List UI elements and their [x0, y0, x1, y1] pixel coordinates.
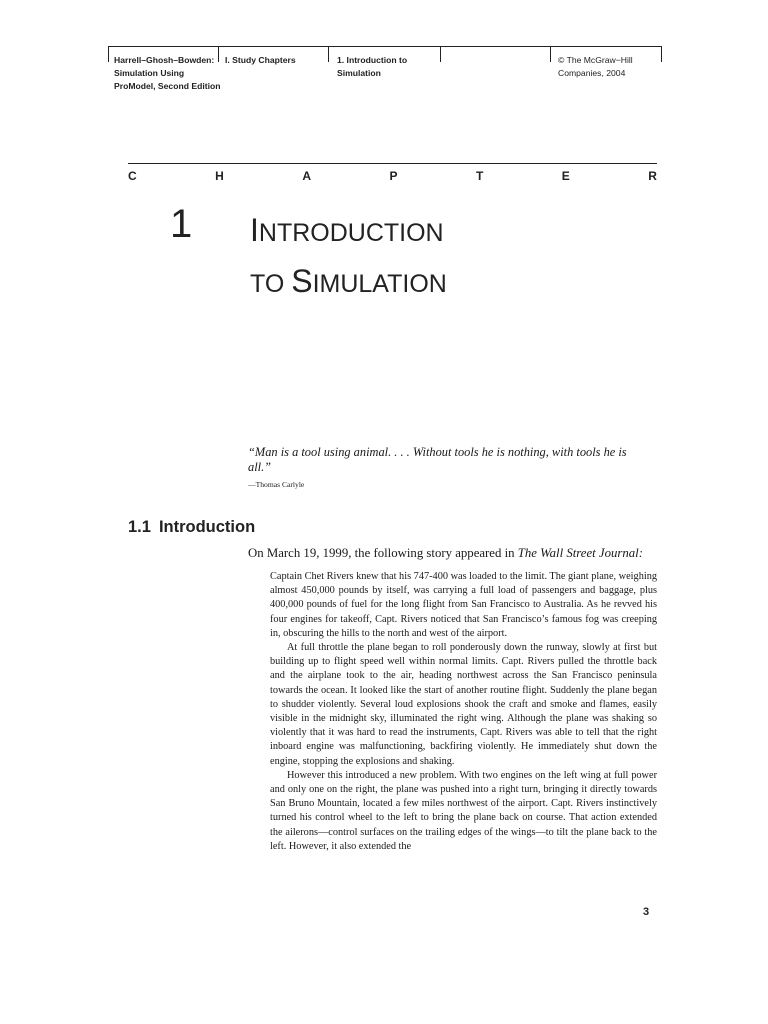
epigraph	[248, 445, 638, 489]
section-title: Introduction	[158, 518, 256, 536]
chapter-label-letter: T	[475, 169, 484, 183]
chapter-label	[128, 169, 657, 183]
header-copyright	[558, 54, 633, 80]
header-copyright-line: Companies, 2004	[558, 67, 626, 78]
epigraph-author: —Thomas Carlyle	[248, 480, 305, 489]
story-paragraph: Captain Chet Rivers knew that his 747-400 was loaded to the limit. The giant plane, weighing almost 450,000 pounds by itself, was carrying a full load of passengers and baggage, plus 400,000 pounds of fuel for the long flight from San Francisco to Australia. As he revved his four engines for takeoff, Capt. Rivers noticed that San Francisco’s famous fog was creeping in, obscuring the hills to the north and west of the airport.	[270, 571, 657, 639]
title-initial: I	[250, 212, 259, 248]
chapter-label-letter: C	[128, 169, 137, 183]
chapter-title-line-1	[250, 208, 447, 259]
header-book-line: ProModel, Second Edition	[114, 80, 221, 91]
page-number: 3	[643, 906, 650, 918]
chapter-number: 1	[170, 202, 193, 246]
header-chapter-line: Simulation	[337, 67, 381, 78]
header-chapter-line: 1. Introduction to	[337, 55, 408, 65]
chapter-label-letter: R	[648, 169, 657, 183]
intro-text: On March 19, 1999, the following story appeared in	[248, 546, 518, 560]
section-number: 1.1	[128, 518, 151, 536]
title-rest: IMULATION	[312, 270, 447, 298]
header-part: I. Study Chapters	[225, 55, 296, 65]
header-book-line: Harrell–Ghosh–Bowden:	[114, 55, 215, 65]
header-divider	[108, 46, 109, 62]
chapter-title	[250, 208, 447, 310]
running-header	[108, 46, 662, 90]
intro-source: The Wall Street Journal:	[517, 546, 643, 560]
chapter-label-letter: A	[302, 169, 311, 183]
title-rest: NTRODUCTION	[258, 219, 444, 247]
chapter-label-letter: H	[215, 169, 224, 183]
header-book-line: Simulation Using	[114, 67, 185, 78]
chapter-title-line-2	[250, 259, 447, 310]
chapter-label-letter: P	[389, 169, 398, 183]
title-initial: S	[291, 263, 313, 299]
header-copyright-line: © The McGraw−Hill	[558, 55, 633, 65]
header-divider	[440, 46, 441, 62]
section-heading	[128, 518, 255, 537]
header-book-title	[114, 54, 220, 92]
story-paragraph: However this introduced a new problem. With two engines on the left wing at full power and only one on the right, the plane was pushed into a right turn, bringing it directly towards San Bruno Mountain, located a few miles northwest of the airport. Capt. Rivers instinctively turned his control wheel to the left to bring the plane back on course. That action extended the ailerons—control surfaces on the trailing edges of the wings—to tilt the plane back to the left. However, it also extended the	[270, 769, 657, 852]
title-lead: TO	[250, 270, 292, 298]
chapter-rule	[128, 163, 657, 164]
header-chapter	[337, 54, 407, 80]
intro-paragraph	[248, 546, 643, 561]
story-block-quote	[270, 570, 657, 854]
story-paragraph: At full throttle the plane began to roll ponderously down the runway, slowly at first but building up to flight speed well within normal limits. Capt. Rivers pulled the throttle back and the airplane took to the air, heading northwest across the San Francisco peninsula towards the ocean. It looked like the start of another routine flight. Suddenly the plane began to shudder violently. Several loud explosions shook the craft and smoke and flames, easily visible in the midnight sky, illuminated the right wing. Although the plane was shaking so violently that it was hard to read the instruments, Capt. Rivers was able to tell that the right inboard engine was malfunctioning, backfiring violently. He immediately shut down the engine, stopping the explosions and shaking.	[270, 642, 657, 767]
header-divider	[328, 46, 329, 62]
epigraph-quote: “Man is a tool using animal. . . . Without tools he is nothing, with tools he is all.”	[248, 445, 627, 474]
header-rule	[108, 46, 662, 47]
chapter-label-letter: E	[561, 169, 570, 183]
header-divider	[661, 46, 662, 62]
header-divider	[550, 46, 551, 62]
